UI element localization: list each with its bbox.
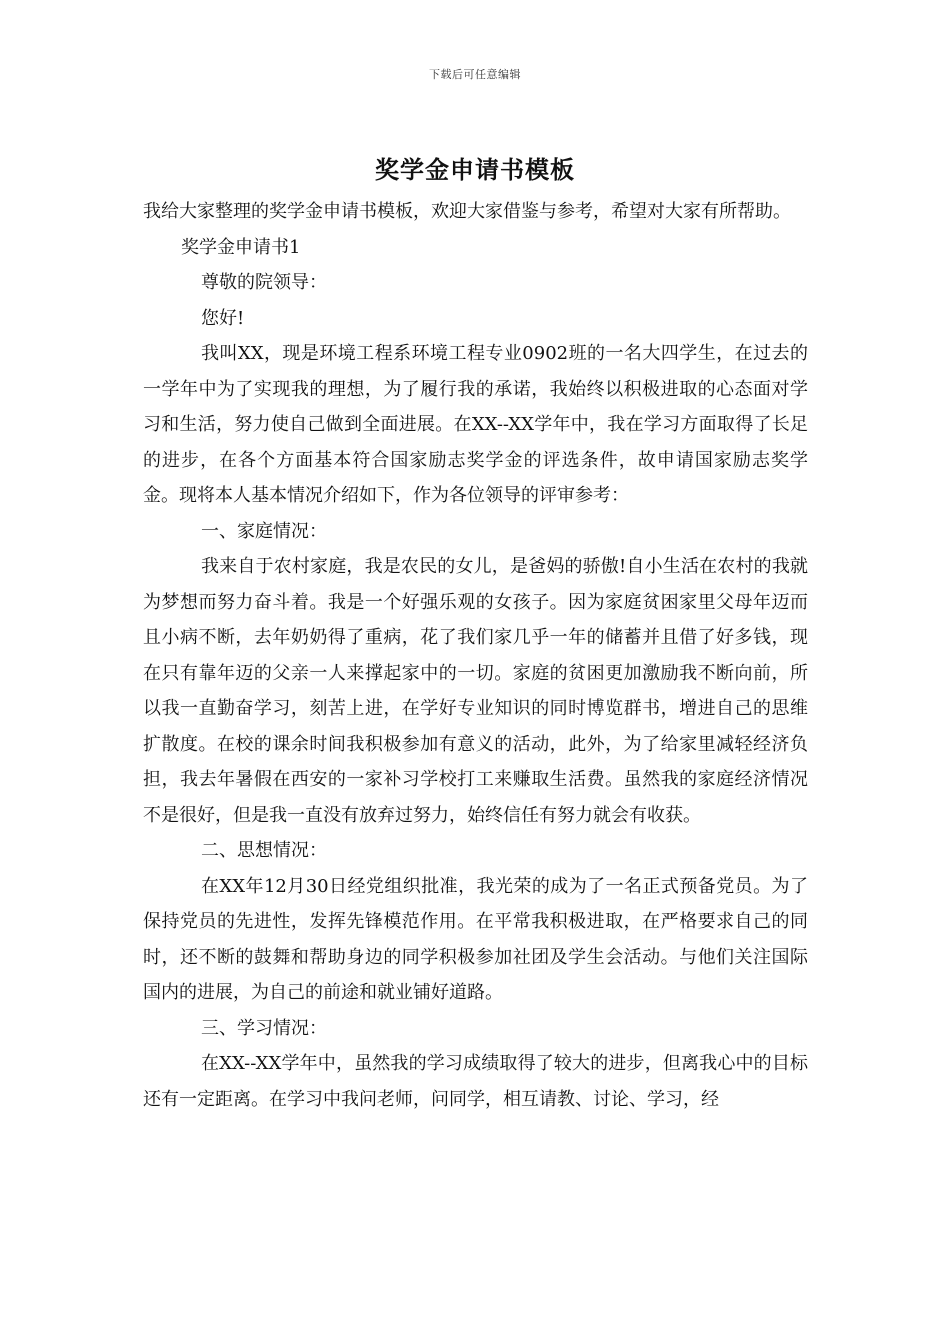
- intro-paragraph: 我给大家整理的奖学金申请书模板，欢迎大家借鉴与参考，希望对大家有所帮助。: [143, 201, 791, 222]
- greeting: 您好!: [201, 307, 245, 329]
- salutation: 尊敬的院领导：: [201, 272, 327, 293]
- header-note: 下载后可任意编辑: [429, 68, 521, 81]
- page-title: 奖学金申请书模板: [375, 155, 575, 184]
- paragraph-study: 在XX--XX学年中，虽然我的学习成绩取得了较大的进步，但离我心中的目标还有一定距离。在学习中我问老师，问同学，相互请教、讨论、学习，经: [143, 1053, 808, 1110]
- heading-family: 一、家庭情况：: [201, 520, 327, 542]
- document-body: [143, 194, 808, 1117]
- heading-study: 三、学习情况：: [201, 1017, 327, 1039]
- paragraph-intro-self: 我叫XX，现是环境工程系环境工程专业0902班的一名大四学生，在过去的一学年中为了实现我的理想，为了履行我的承诺，我始终以积极进取的心态面对学习和生活，努力使自己做到全面进展。在XX--XX学年中，我在学习方面取得了长足的进步，在各个方面基本符合国家励志奖学金的评选条件，故申请国家励志奖学金。现将本人基本情况介绍如下，作为各位领导的评审参考：: [143, 343, 808, 506]
- section-heading: 奖学金申请书1: [181, 236, 301, 258]
- paragraph-family: 我来自于农村家庭，我是农民的女儿，是爸妈的骄傲!自小生活在农村的我就为梦想而努力奋斗着。我是一个好强乐观的女孩子。因为家庭贫困家里父母年迈而且小病不断，去年奶奶得了重病，花了我们家几乎一年的储蓄并且借了好多钱，现在只有靠年迈的父亲一人来撑起家中的一切。家庭的贫困更加激励我不断向前，所以我一直勤奋学习，刻苦上进，在学好专业知识的同时博览群书，增进自己的思维扩散度。在校的课余时间我积极参加有意义的活动，此外，为了给家里减轻经济负担，我去年暑假在西安的一家补习学校打工来赚取生活费。虽然我的家庭经济情况不是很好，但是我一直没有放弃过努力，始终信任有努力就会有收获。: [143, 556, 808, 826]
- paragraph-thought: 在XX年12月30日经党组织批准，我光荣的成为了一名正式预备党员。为了保持党员的先进性，发挥先锋模范作用。在平常我积极进取，在严格要求自己的同时，还不断的鼓舞和帮助身边的同学积极参加社团及学生会活动。与他们关注国际国内的进展，为自己的前途和就业铺好道路。: [143, 875, 808, 1003]
- heading-thought: 二、思想情况：: [201, 840, 327, 861]
